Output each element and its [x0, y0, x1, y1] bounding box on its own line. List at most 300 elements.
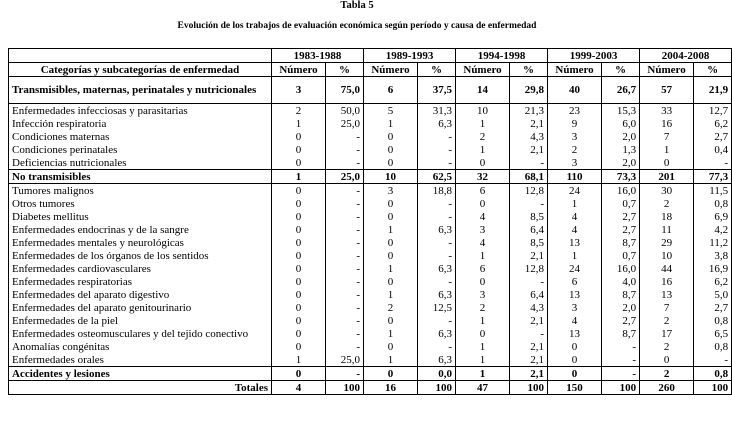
percent-cell: 37,5	[418, 77, 456, 104]
subcategory-label: Enfermedades del aparato digestivo	[9, 288, 272, 301]
percent-cell: 6,4	[510, 223, 548, 236]
percent-cell: -	[326, 130, 364, 143]
percent-cell: 26,7	[602, 77, 640, 104]
count-cell: 29	[640, 236, 694, 249]
count-cell: 0	[456, 197, 510, 210]
count-cell: 30	[640, 184, 694, 198]
count-cell: 0	[364, 130, 418, 143]
percent-header: %	[326, 63, 364, 77]
count-cell: 2	[640, 314, 694, 327]
totals-label: Totales	[9, 381, 272, 395]
count-cell: 0	[272, 130, 326, 143]
count-cell: 7	[640, 301, 694, 314]
count-cell: 2	[364, 301, 418, 314]
percent-cell: 16,0	[602, 262, 640, 275]
percent-header: %	[510, 63, 548, 77]
percent-cell: 11,5	[694, 184, 732, 198]
percent-cell: -	[326, 327, 364, 340]
count-cell: 24	[548, 184, 602, 198]
percent-cell: -	[418, 143, 456, 156]
period-header: 1999-2003	[548, 49, 640, 63]
count-cell: 13	[548, 288, 602, 301]
percent-cell: -	[694, 156, 732, 170]
number-header: Número	[272, 63, 326, 77]
percent-cell: -	[326, 210, 364, 223]
percent-cell: -	[510, 197, 548, 210]
percent-cell: 2,7	[694, 130, 732, 143]
total-value: 100	[510, 381, 548, 395]
percent-cell: 6,3	[418, 288, 456, 301]
count-cell: 0	[364, 340, 418, 353]
percent-cell: -	[602, 367, 640, 381]
percent-cell: 73,3	[602, 170, 640, 184]
category-label: No transmisibles	[9, 170, 272, 184]
count-cell: 1	[364, 262, 418, 275]
count-cell: 6	[548, 275, 602, 288]
count-cell: 0	[272, 210, 326, 223]
count-cell: 0	[364, 236, 418, 249]
total-value: 260	[640, 381, 694, 395]
percent-cell: -	[326, 301, 364, 314]
count-cell: 1	[456, 353, 510, 367]
percent-cell: 0,0	[418, 367, 456, 381]
count-cell: 4	[456, 210, 510, 223]
count-cell: 0	[272, 249, 326, 262]
count-cell: 0	[548, 353, 602, 367]
count-cell: 4	[548, 223, 602, 236]
count-cell: 44	[640, 262, 694, 275]
percent-cell: -	[326, 184, 364, 198]
count-cell: 6	[456, 262, 510, 275]
category-group	[9, 184, 732, 367]
count-cell: 1	[272, 170, 326, 184]
percent-cell: -	[602, 353, 640, 367]
count-cell: 5	[364, 104, 418, 118]
percent-cell: 18,8	[418, 184, 456, 198]
category-header-group	[9, 170, 732, 184]
subcategory-label: Condiciones maternas	[9, 130, 272, 143]
count-cell: 3	[456, 288, 510, 301]
period-header: 1989-1993	[364, 49, 456, 63]
percent-cell: 1,3	[602, 143, 640, 156]
percent-cell: 75,0	[326, 77, 364, 104]
count-cell: 0	[364, 367, 418, 381]
subcategory-label: Enfermedades mentales y neurológicas	[9, 236, 272, 249]
subcategory-row	[9, 340, 732, 353]
count-cell: 1	[272, 117, 326, 130]
percent-cell: 0,8	[694, 314, 732, 327]
percent-cell: 16,9	[694, 262, 732, 275]
data-table	[8, 48, 732, 395]
total-value: 100	[602, 381, 640, 395]
period-header: 1983-1988	[272, 49, 364, 63]
subcategory-label: Enfermedades respiratorias	[9, 275, 272, 288]
count-cell: 16	[640, 117, 694, 130]
percent-cell: -	[326, 223, 364, 236]
number-header: Número	[548, 63, 602, 77]
subcategory-label: Deficiencias nutricionales	[9, 156, 272, 170]
period-header: 2004-2008	[640, 49, 732, 63]
subcategory-row	[9, 301, 732, 314]
count-cell: 13	[548, 236, 602, 249]
count-cell: 1	[640, 143, 694, 156]
percent-cell: 12,8	[510, 262, 548, 275]
count-cell: 0	[640, 156, 694, 170]
subcategory-row	[9, 156, 732, 170]
count-cell: 33	[640, 104, 694, 118]
subcategory-label: Otros tumores	[9, 197, 272, 210]
percent-cell: 8,7	[602, 327, 640, 340]
count-cell: 0	[272, 288, 326, 301]
percent-cell: 4,3	[510, 130, 548, 143]
percent-cell: -	[602, 340, 640, 353]
subcategory-label: Enfermedades del aparato genitourinario	[9, 301, 272, 314]
subcategory-label: Condiciones perinatales	[9, 143, 272, 156]
total-value: 47	[456, 381, 510, 395]
count-cell: 3	[548, 301, 602, 314]
count-cell: 24	[548, 262, 602, 275]
percent-cell: -	[326, 143, 364, 156]
percent-cell: 2,7	[694, 301, 732, 314]
percent-cell: 2,0	[602, 301, 640, 314]
number-header: Número	[640, 63, 694, 77]
count-cell: 2	[272, 104, 326, 118]
totals-row	[9, 381, 732, 395]
count-cell: 1	[364, 223, 418, 236]
percent-cell: 8,5	[510, 210, 548, 223]
category-header-group	[9, 77, 732, 104]
percent-cell: 2,1	[510, 117, 548, 130]
percent-cell: -	[418, 130, 456, 143]
category-label: Accidentes y lesiones	[9, 367, 272, 381]
table-title: Evolución de los trabajos de evaluación económica según período y causa de enfermedad	[177, 21, 537, 31]
count-cell: 16	[640, 275, 694, 288]
subcategory-row	[9, 249, 732, 262]
percent-cell: -	[326, 340, 364, 353]
percent-cell: 0,7	[602, 197, 640, 210]
subcategory-label: Enfermedades infecciosas y parasitarias	[9, 104, 272, 118]
subcategory-row	[9, 117, 732, 130]
subcategory-row	[9, 104, 732, 118]
category-row	[9, 170, 732, 184]
subcategory-row	[9, 223, 732, 236]
count-cell: 0	[640, 353, 694, 367]
subcategory-label: Anomalías congénitas	[9, 340, 272, 353]
percent-cell: 2,1	[510, 353, 548, 367]
percent-cell: -	[326, 288, 364, 301]
percent-cell: -	[418, 236, 456, 249]
percent-cell: 2,1	[510, 340, 548, 353]
percent-cell: -	[326, 197, 364, 210]
percent-cell: 8,7	[602, 236, 640, 249]
count-cell: 18	[640, 210, 694, 223]
subcategory-row	[9, 353, 732, 367]
count-cell: 6	[456, 184, 510, 198]
percent-cell: -	[418, 210, 456, 223]
percent-cell: -	[326, 314, 364, 327]
percent-cell: -	[510, 327, 548, 340]
percent-cell: 25,0	[326, 170, 364, 184]
count-cell: 40	[548, 77, 602, 104]
subcategory-label: Tumores malignos	[9, 184, 272, 198]
percent-cell: 2,1	[510, 314, 548, 327]
count-cell: 1	[364, 117, 418, 130]
percent-cell: 4,0	[602, 275, 640, 288]
count-cell: 0	[364, 314, 418, 327]
count-cell: 0	[272, 275, 326, 288]
count-cell: 1	[456, 340, 510, 353]
count-cell: 32	[456, 170, 510, 184]
header-empty-cell	[9, 49, 272, 63]
count-cell: 0	[548, 367, 602, 381]
subcategory-label: Enfermedades orales	[9, 353, 272, 367]
percent-cell: 0,8	[694, 340, 732, 353]
percent-cell: 6,4	[510, 288, 548, 301]
subcategory-label: Enfermedades endocrinas y de la sangre	[9, 223, 272, 236]
count-cell: 0	[364, 156, 418, 170]
percent-cell: 0,8	[694, 197, 732, 210]
percent-cell: 6,2	[694, 275, 732, 288]
percent-cell: 2,0	[602, 130, 640, 143]
percent-cell: -	[510, 156, 548, 170]
count-cell: 2	[640, 197, 694, 210]
total-value: 16	[364, 381, 418, 395]
count-cell: 1	[456, 249, 510, 262]
percent-cell: 2,0	[602, 156, 640, 170]
percent-cell: 25,0	[326, 353, 364, 367]
period-header-row	[9, 49, 732, 63]
count-cell: 4	[548, 314, 602, 327]
count-cell: 3	[364, 184, 418, 198]
percent-cell: 2,7	[602, 210, 640, 223]
count-cell: 14	[456, 77, 510, 104]
count-cell: 10	[640, 249, 694, 262]
percent-cell: -	[418, 314, 456, 327]
subcategory-row	[9, 184, 732, 198]
count-cell: 0	[272, 327, 326, 340]
subcategory-row	[9, 327, 732, 340]
percent-cell: 3,8	[694, 249, 732, 262]
subcategory-row	[9, 210, 732, 223]
count-cell: 6	[364, 77, 418, 104]
percent-cell: 8,7	[602, 288, 640, 301]
count-cell: 0	[456, 275, 510, 288]
count-cell: 1	[456, 117, 510, 130]
count-cell: 0	[364, 249, 418, 262]
percent-cell: -	[326, 367, 364, 381]
subcategory-label: Enfermedades cardiovasculares	[9, 262, 272, 275]
count-cell: 3	[272, 77, 326, 104]
percent-cell: 5,0	[694, 288, 732, 301]
percent-cell: 2,7	[602, 223, 640, 236]
count-cell: 2	[640, 340, 694, 353]
percent-cell: 25,0	[326, 117, 364, 130]
subcategory-row	[9, 314, 732, 327]
count-cell: 0	[272, 184, 326, 198]
count-cell: 2	[640, 367, 694, 381]
percent-cell: 0,7	[602, 249, 640, 262]
percent-cell: 11,2	[694, 236, 732, 249]
count-cell: 0	[272, 314, 326, 327]
count-cell: 0	[272, 262, 326, 275]
percent-cell: -	[418, 275, 456, 288]
percent-cell: 6,0	[602, 117, 640, 130]
percent-cell: 2,1	[510, 367, 548, 381]
percent-cell: 0,8	[694, 367, 732, 381]
count-cell: 9	[548, 117, 602, 130]
count-cell: 3	[456, 223, 510, 236]
subcategory-row	[9, 197, 732, 210]
percent-cell: -	[418, 340, 456, 353]
percent-cell: 4,3	[510, 301, 548, 314]
percent-cell: -	[694, 353, 732, 367]
count-cell: 1	[548, 197, 602, 210]
percent-cell: -	[418, 197, 456, 210]
category-header: Categorías y subcategorías de enfermedad	[9, 63, 272, 77]
count-cell: 201	[640, 170, 694, 184]
count-cell: 1	[272, 353, 326, 367]
count-cell: 1	[364, 288, 418, 301]
count-cell: 0	[272, 143, 326, 156]
percent-cell: 8,5	[510, 236, 548, 249]
percent-cell: 16,0	[602, 184, 640, 198]
percent-header: %	[418, 63, 456, 77]
percent-cell: -	[326, 156, 364, 170]
count-cell: 2	[548, 143, 602, 156]
total-value: 4	[272, 381, 326, 395]
count-cell: 0	[364, 143, 418, 156]
count-cell: 0	[272, 236, 326, 249]
percent-cell: 4,2	[694, 223, 732, 236]
subcategory-label: Enfermedades osteomusculares y del tejido conectivo	[9, 327, 272, 340]
total-value: 100	[418, 381, 456, 395]
subcategory-label: Enfermedades de la piel	[9, 314, 272, 327]
percent-cell: -	[326, 236, 364, 249]
count-cell: 1	[364, 327, 418, 340]
count-cell: 23	[548, 104, 602, 118]
count-cell: 4	[548, 210, 602, 223]
percent-cell: 6,9	[694, 210, 732, 223]
count-cell: 0	[456, 156, 510, 170]
count-cell: 1	[456, 314, 510, 327]
percent-cell: 77,3	[694, 170, 732, 184]
count-cell: 3	[548, 156, 602, 170]
percent-cell: 2,7	[602, 314, 640, 327]
total-value: 150	[548, 381, 602, 395]
number-header: Número	[364, 63, 418, 77]
count-cell: 13	[548, 327, 602, 340]
period-header: 1994-1998	[456, 49, 548, 63]
percent-cell: 6,5	[694, 327, 732, 340]
percent-cell: 12,5	[418, 301, 456, 314]
subcategory-label: Diabetes mellitus	[9, 210, 272, 223]
percent-cell: -	[418, 156, 456, 170]
subcategory-label: Infección respiratoria	[9, 117, 272, 130]
percent-cell: 62,5	[418, 170, 456, 184]
count-cell: 1	[548, 249, 602, 262]
percent-header: %	[602, 63, 640, 77]
total-value: 100	[326, 381, 364, 395]
count-cell: 0	[272, 301, 326, 314]
category-row	[9, 367, 732, 381]
count-cell: 0	[456, 327, 510, 340]
total-value: 100	[694, 381, 732, 395]
percent-cell: 68,1	[510, 170, 548, 184]
count-cell: 1	[364, 353, 418, 367]
subcategory-row	[9, 236, 732, 249]
count-cell: 0	[364, 275, 418, 288]
subcategory-row	[9, 262, 732, 275]
percent-cell: 21,9	[694, 77, 732, 104]
percent-cell: 31,3	[418, 104, 456, 118]
count-cell: 0	[364, 197, 418, 210]
percent-cell: -	[326, 249, 364, 262]
percent-cell: -	[418, 249, 456, 262]
subcategory-row	[9, 143, 732, 156]
count-cell: 10	[456, 104, 510, 118]
subcategory-label: Enfermedades de los órganos de los sentidos	[9, 249, 272, 262]
percent-cell: 6,2	[694, 117, 732, 130]
count-cell: 110	[548, 170, 602, 184]
count-cell: 0	[272, 197, 326, 210]
count-cell: 11	[640, 223, 694, 236]
percent-cell: 2,1	[510, 249, 548, 262]
percent-cell: 12,8	[510, 184, 548, 198]
count-cell: 0	[272, 367, 326, 381]
category-header-group	[9, 367, 732, 381]
count-cell: 0	[548, 340, 602, 353]
column-header-row	[9, 63, 732, 77]
percent-cell: -	[510, 275, 548, 288]
category-group	[9, 104, 732, 170]
percent-cell: 6,3	[418, 262, 456, 275]
percent-cell: 2,1	[510, 143, 548, 156]
count-cell: 0	[272, 156, 326, 170]
percent-cell: 6,3	[418, 353, 456, 367]
percent-cell: 6,3	[418, 223, 456, 236]
count-cell: 2	[456, 130, 510, 143]
percent-cell: 21,3	[510, 104, 548, 118]
percent-cell: 50,0	[326, 104, 364, 118]
count-cell: 7	[640, 130, 694, 143]
count-cell: 3	[548, 130, 602, 143]
count-cell: 57	[640, 77, 694, 104]
count-cell: 0	[272, 223, 326, 236]
percent-cell: -	[326, 262, 364, 275]
category-label: Transmisibles, maternas, perinatales y nutricionales	[9, 77, 272, 104]
number-header: Número	[456, 63, 510, 77]
subcategory-row	[9, 275, 732, 288]
count-cell: 10	[364, 170, 418, 184]
percent-header: %	[694, 63, 732, 77]
category-row	[9, 77, 732, 104]
percent-cell: -	[326, 275, 364, 288]
count-cell: 0	[364, 210, 418, 223]
subcategory-row	[9, 130, 732, 143]
percent-cell: 15,3	[602, 104, 640, 118]
table-number: Tabla 5	[340, 0, 374, 11]
percent-cell: 6,3	[418, 327, 456, 340]
count-cell: 13	[640, 288, 694, 301]
count-cell: 1	[456, 143, 510, 156]
count-cell: 2	[456, 301, 510, 314]
percent-cell: 12,7	[694, 104, 732, 118]
count-cell: 4	[456, 236, 510, 249]
percent-cell: 0,4	[694, 143, 732, 156]
percent-cell: 6,3	[418, 117, 456, 130]
subcategory-row	[9, 288, 732, 301]
count-cell: 0	[272, 340, 326, 353]
